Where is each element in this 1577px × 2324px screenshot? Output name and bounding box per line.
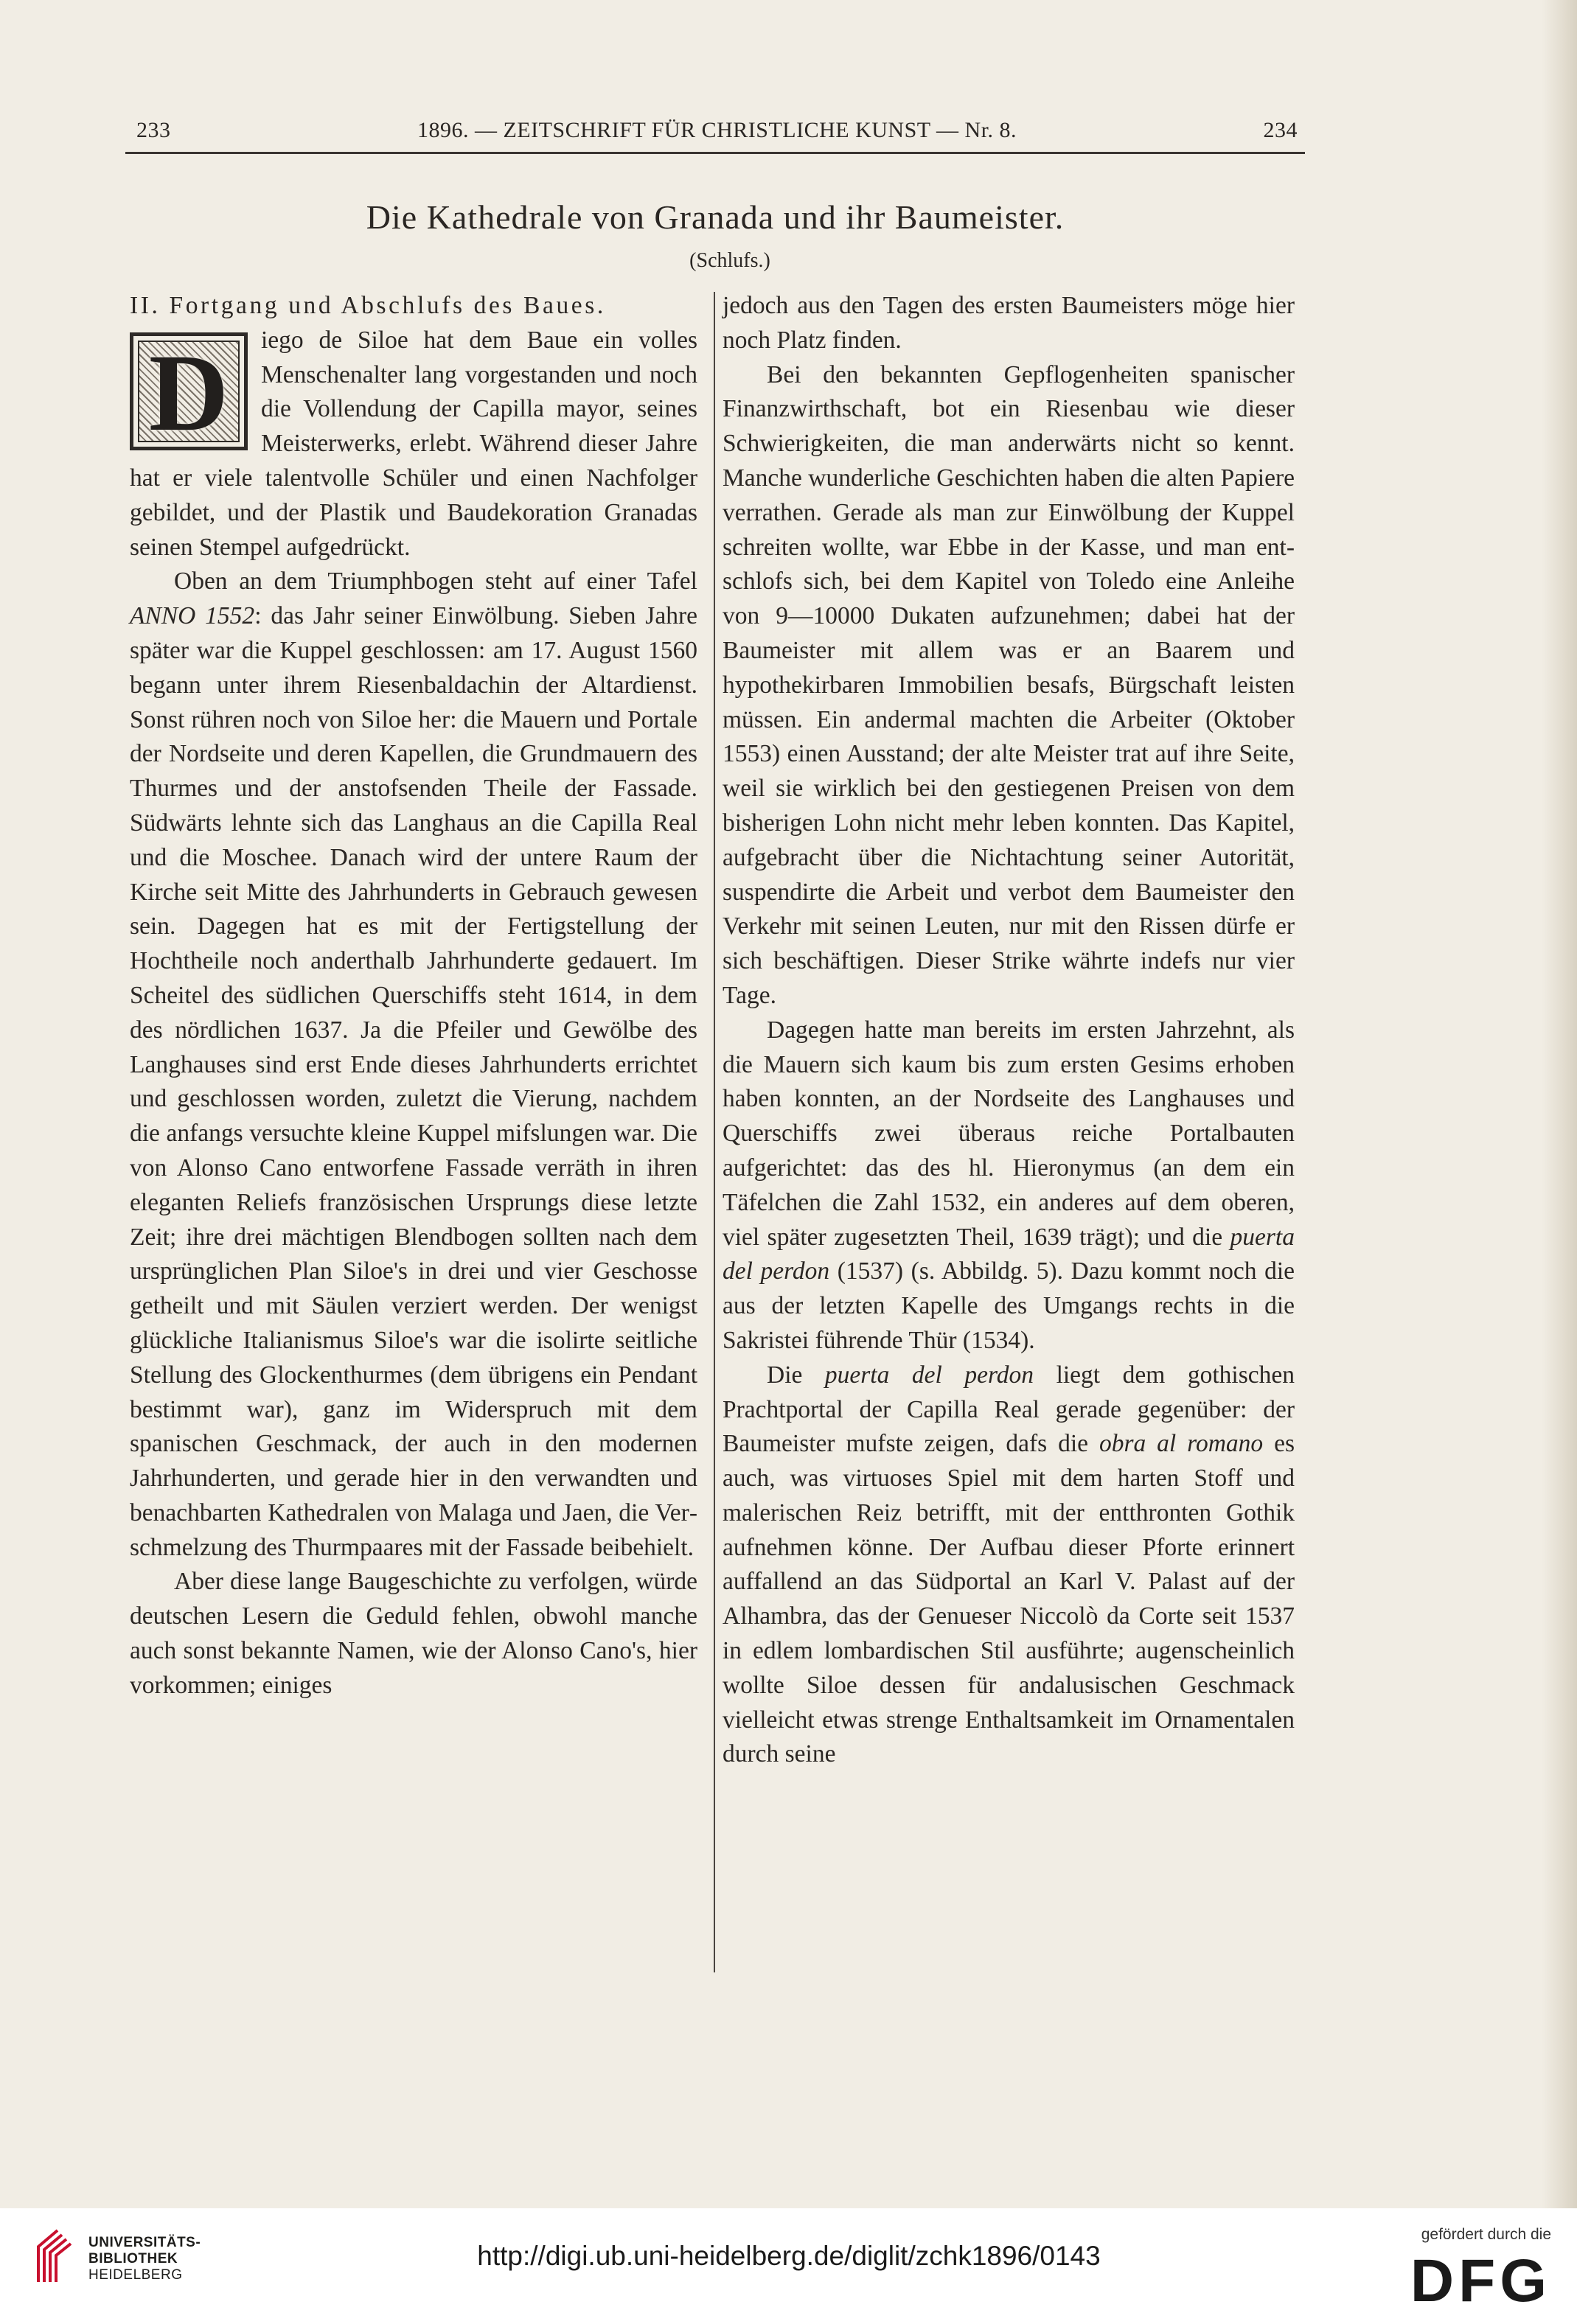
paragraph: jedoch aus den Tagen des ersten Baumeisters möge hier noch Platz finden. [723, 292, 1295, 354]
library-name-line: UNIVERSITÄTS- [88, 2235, 201, 2250]
library-name[interactable] [88, 2235, 280, 2283]
paragraph-text: : das Jahr seiner Einwölbung. Sieben Jahre später war die Kuppel geschlossen: am 17. August 1560 begann unter ihrem Riesenbaldachin der Altardienst. Sonst rühren noch von Siloe her: die Mauern und Portale der Nordseite und deren Kapellen, die Grundmauern des Thurmes und der anstofsenden Theile der Fassade. Südwärts lehnte sich das Langhaus an die Capilla Real und die Moschee. Danach wird der untere Raum der Kirche seit Mitte des Jahrhunderts in Gebrauch gewesen sein. Dagegen hat es mit der Fertigstellung der Hochtheile noch anderthalb Jahrhunderte gedauert. Im Scheitel des südlichen Querschiffs steht 1614, in dem des nördlichen 1637. Ja die Pfeiler und Gewölbe des Langhauses sind erst Ende dieses Jahrhunderts errichtet und geschlossen worden, zuletzt die Vierung, nachdem die anfangs versuchte kleine Kuppel mifslungen war. Die von Alonso Cano entworfene Fassade verräth in ihren eleganten Reliefs französischen Ursprungs diese letzte Zeit; ihre drei mächtigen Blendbogen sollten nach dem ursprünglichen Plan Siloe's in drei und vier Geschosse getheilt und mit Säulen verziert werden. Der wenigst glückliche Italianismus Siloe's war die isolirte seitliche Stellung des Glockenthurmes (dem übrigens ein Pendant bestimmt war), ganz im Widerspruch mit dem spanischen Geschmack, der auch in den modernen Jahrhunderten, und gerade hier in den verwandten und benachbarten Kathedralen von Malaga und Jaen, die Verschmelzung des Thurmpaares mit der Fassade beibehielt. [130, 602, 697, 1561]
sponsor-label: gefördert durch die [1421, 2226, 1551, 2243]
emphasis-text: ANNO 1552 [130, 602, 255, 630]
paragraph [723, 1013, 1295, 1358]
paragraph [723, 1358, 1295, 1773]
paragraph: Bei den bekannten Gepflogenheiten spanischer Finanzwirthschaft, bot ein Riesenbau wie dieser Schwierigkeiten, die man anderwärts nicht so kennt. Manche wunderliche Geschichten haben die alten Papiere verrathen. Gerade als man zur Einwölbung der Kuppel schreiten wollte, war Ebbe in der Kasse, und man entschlofs sich, bei dem Kapitel von Toledo eine Anleihe von 9—10000 Dukaten aufzunehmen; dabei hat der Baumeister mit allem was er an Baarem und hypothekirbaren Immobilien besafs, Bürgschaft leisten müssen. Ein andermal machten die Arbeiter (Oktober 1553) einen Ausstand; der alte Meister trat auf ihre Seite, weil sie wirklich bei den gestiegenen Preisen von dem bisherigen Lohn nicht mehr leben konnten. Das Kapitel, aufgebracht über die Nichtachtung seiner Autorität, suspendirte die Arbeit und verbot dem Baumeister den Verkehr mit seinen Leuten, nur mit den Rissen dürfe er sich beschäftigen. Dieser Strike währte indefs nur vier Tage. [723, 360, 1295, 1009]
paragraph-text: liegt dem gothischen Prachtportal der Capilla Real gerade gegenüber: der Baumeister mufste zeigen, dafs die [723, 1361, 1295, 1458]
paragraph-text: iego de Siloe hat dem Baue ein volles Menschenalter lang vorgestanden und noch die Vollendung der Capilla mayor, seines Meisterwerks, erlebt. Während dieser Jahre hat er viele talentvolle Schüler und einen Nachfolger gebildet, und der Plastik und Baudekoration Granadas seinen Stempel aufgedrückt. [130, 326, 697, 561]
ub-heidelberg-logo-icon[interactable] [32, 2224, 74, 2286]
page-number-right: 234 [1263, 118, 1298, 142]
section-heading: II. Fortgang und Abschlufs des Baues. [130, 292, 606, 319]
paragraph [130, 324, 697, 565]
article-title: Die Kathedrale von Granada und ihr Baumeister. [366, 198, 1065, 236]
library-name-line: BIBLIOTHEK [88, 2251, 178, 2267]
emphasis-text: puerta del perdon [824, 1361, 1034, 1389]
right-column [723, 289, 1295, 1772]
paragraph [130, 565, 697, 1565]
paragraph-text: (1537) (s. Abbildg. 5). Dazu kommt noch die aus der letzten Kapelle des Umgangs rechts in die Sakristei führende Thür (1534). [723, 1257, 1295, 1354]
journal-title: 1896. — ZEITSCHRIFT FÜR CHRISTLICHE KUNST — Nr. 8. [417, 118, 1017, 142]
dropcap-initial [130, 331, 248, 454]
paragraph-text: Dagegen hatte man bereits im ersten Jahrzehnt, als die Mauern sich kaum bis zum ersten Gesims erhoben haben konnten, an der Nordseite des Langhauses und Querschiffs zwei überaus reiche Portalbauten aufgerichtet: das des hl. Hieronymus (an dem ein Täfelchen die Zahl 1532, ein anderes auf dem oberen, viel später zugesetzten Theil, 1639 trägt); und die [723, 1016, 1295, 1251]
paragraph-text: es auch, was virtuoses Spiel mit dem harten Stoff und malerischen Reiz betrifft, mit der entthronten Gothik aufnehmen könne. Der Aufbau dieser Pforte erinnert auffallend an das Südportal an Karl V. Palast auf der Alhambra, das der Genueser Niccolò da Corte seit 1537 in edlem lombardischen Stil ausführte; augenscheinlich wollte Siloe dessen für andalusischen Geschmack vielleicht etwas strenge Enthaltsamkeit im Ornamentalen durch seine [723, 1430, 1295, 1768]
footer-bar [0, 2208, 1577, 2324]
library-name-line: HEIDELBERG [88, 2267, 183, 2283]
column-divider [714, 292, 715, 1972]
continuation-note: (Schlufs.) [689, 249, 770, 272]
page-edge-shadow [1542, 0, 1577, 2208]
header-rule [125, 152, 1305, 154]
dropcap-letter: D [148, 331, 229, 454]
paragraph-text: Die [767, 1361, 825, 1389]
emphasis-text: obra al romano [1099, 1430, 1264, 1458]
page-number-left: 233 [136, 118, 171, 142]
paragraph-text: Oben an dem Triumphbogen steht auf einer Tafel [174, 568, 697, 596]
paragraph: Aber diese lange Baugeschichte zu verfolgen, würde deutschen Lesern die Geduld fehlen, obwohl manche auch sonst bekannte Namen, wie der Alonso Cano's, hier vorkommen; einiges [130, 1568, 697, 1699]
left-column [130, 289, 697, 1703]
dfg-logo[interactable]: DFG [1410, 2247, 1551, 2314]
emphasis-text: puerta del perdon [723, 1223, 1295, 1285]
running-head [136, 114, 1298, 149]
permalink-url[interactable]: http://digi.ub.uni-heidelberg.de/diglit/zchk1896/0143 [477, 2241, 1101, 2271]
